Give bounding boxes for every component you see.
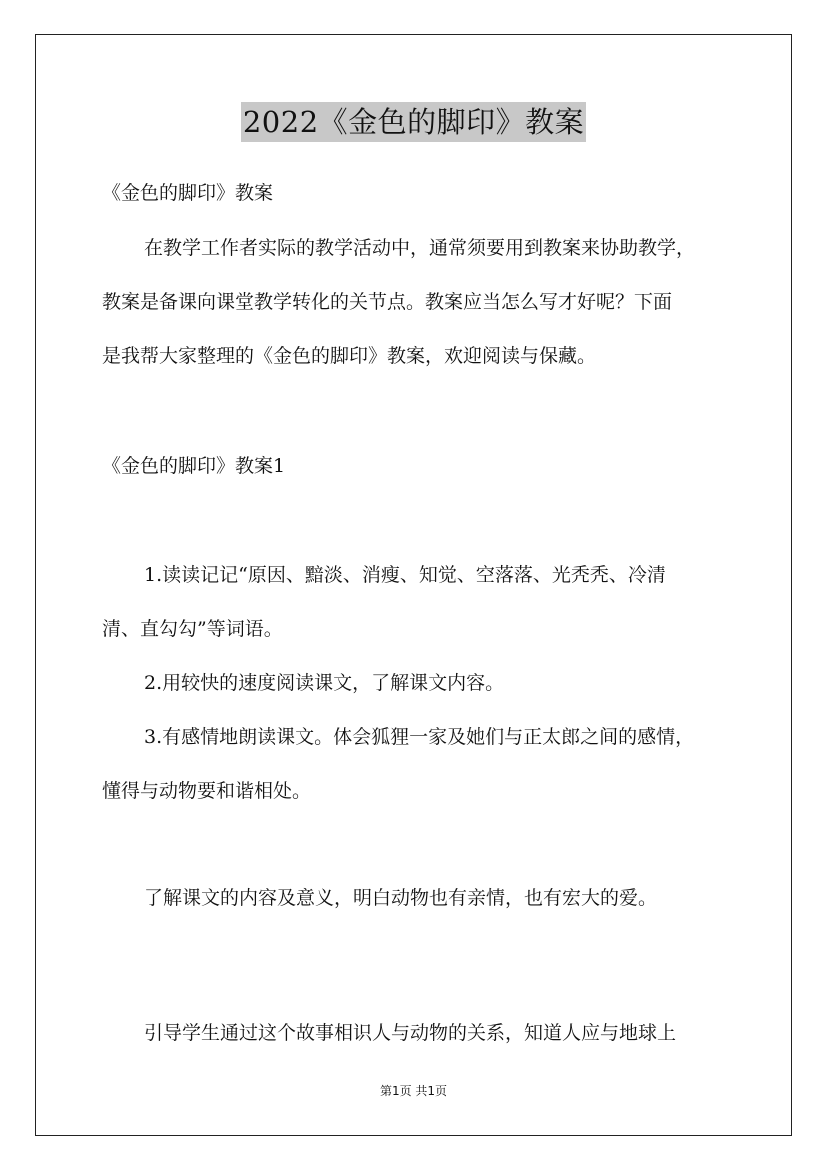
- objective-line-3: 2.用较快的速度阅读课文，了解课文内容。: [144, 672, 505, 694]
- intro-line-3: 是我帮大家整理的《金色的脚印》教案，欢迎阅读与保藏。: [102, 345, 597, 367]
- key-point-paragraph: 了解课文的内容及意义，明白动物也有亲情，也有宏大的爱。: [144, 887, 658, 909]
- objective-line-1: 1.读读记记“原因、黯淡、消瘦、知觉、空落落、光秃秃、冷清: [144, 564, 666, 586]
- section-heading: 《金色的脚印》教案1: [102, 455, 286, 477]
- objective-line-4: 3.有感情地朗读课文。体会狐狸一家及她们与正太郎之间的感情，: [144, 726, 695, 748]
- difficulty-paragraph: 引导学生通过这个故事相识人与动物的关系，知道人应与地球上: [144, 1022, 677, 1044]
- document-title: 2022《金色的脚印》教案: [241, 102, 586, 142]
- intro-line-1: 在教学工作者实际的教学活动中，通常须要用到教案来协助教学，: [144, 237, 696, 259]
- objective-line-5: 懂得与动物要和谐相处。: [102, 780, 312, 802]
- title-container: [0, 102, 827, 142]
- objective-line-2: 清、直勾勾”等词语。: [102, 618, 283, 640]
- page-number: 第1页 共1页: [379, 1084, 448, 1098]
- document-subtitle: 《金色的脚印》教案: [102, 182, 274, 204]
- intro-line-2: 教案是备课向课堂教学转化的关节点。教案应当怎么写才好呢？下面: [102, 291, 673, 313]
